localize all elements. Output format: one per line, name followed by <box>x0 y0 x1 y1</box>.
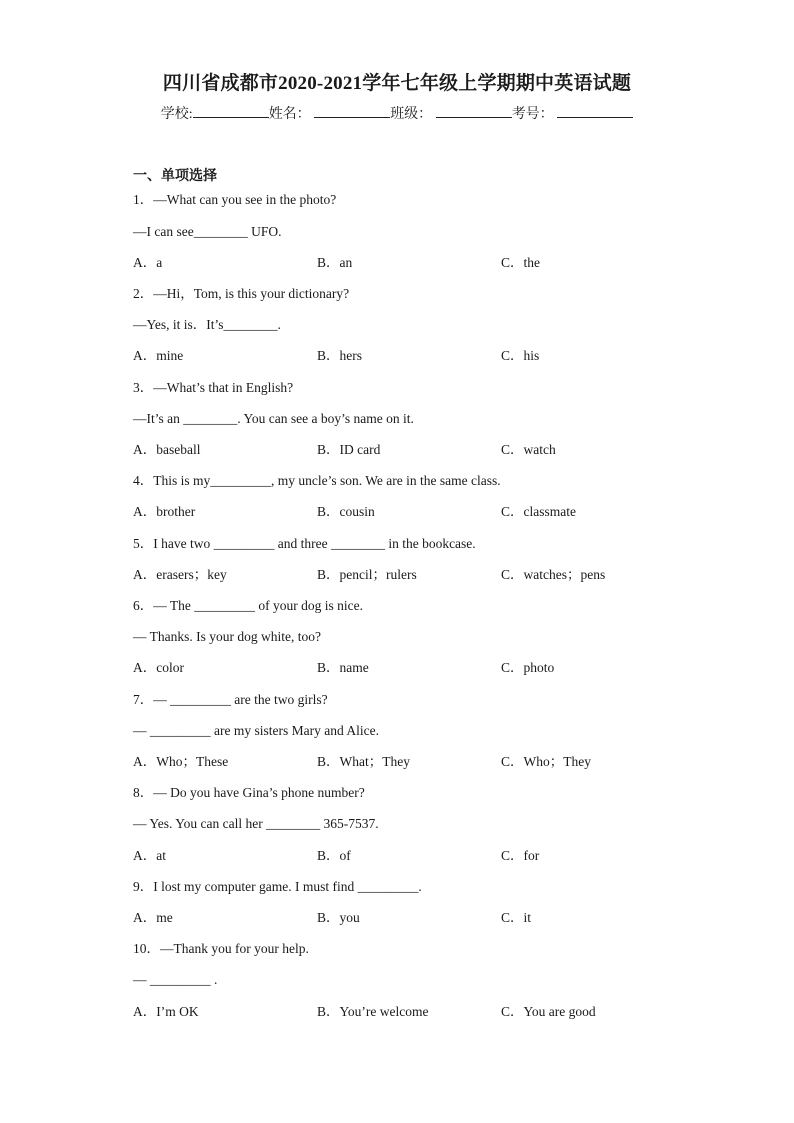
question-3-line-2: —It’s an ________. You can see a boy’s name on it. <box>133 411 414 426</box>
question-5-option-a[interactable]: A．erasers；key <box>133 567 227 582</box>
question-1-line-1: 1．—What can you see in the photo? <box>133 192 337 207</box>
question-2-line-1: 2．—Hi，Tom, is this your dictionary? <box>133 286 350 301</box>
question-2-line-2: —Yes, it is．It’s________. <box>133 317 281 332</box>
page-title: 四川省成都市2020-2021学年七年级上学期期中英语试题 <box>162 73 632 94</box>
question-3-option-c[interactable]: C．watch <box>501 442 556 457</box>
question-5-line-1: 5．I have two _________ and three ________ in the bookcase. <box>133 536 476 551</box>
question-8-line-1: 8．— Do you have Gina’s phone number? <box>133 785 365 800</box>
question-6-line-1: 6．— The _________ of your dog is nice. <box>133 598 363 613</box>
question-4-option-a[interactable]: A．brother <box>133 504 196 519</box>
question-1-option-c[interactable]: C．the <box>501 255 540 270</box>
question-6-option-a[interactable]: A．color <box>133 660 184 675</box>
question-9-option-c[interactable]: C．it <box>501 910 532 925</box>
question-1-line-2: —I can see________ UFO. <box>133 224 282 239</box>
question-1-option-a[interactable]: A．a <box>133 255 163 270</box>
question-2-option-c[interactable]: C．his <box>501 348 540 363</box>
question-2-option-b[interactable]: B．hers <box>317 348 362 363</box>
question-3-line-1: 3．—What’s that in English? <box>133 380 294 395</box>
question-6-line-2: — Thanks. Is your dog white, too? <box>133 629 321 644</box>
question-7-line-2: — _________ are my sisters Mary and Alice. <box>133 723 379 738</box>
school-blank[interactable] <box>193 105 269 118</box>
question-1-option-b[interactable]: B．an <box>317 255 353 270</box>
name-label: 姓名： <box>268 107 311 122</box>
question-7-option-b[interactable]: B．What；They <box>317 754 410 769</box>
question-10-option-a[interactable]: A．I’m OK <box>133 1004 199 1019</box>
question-7-option-c[interactable]: C．Who；They <box>501 754 591 769</box>
number-label: 考号： <box>511 107 554 122</box>
question-8-option-b[interactable]: B．of <box>317 848 351 863</box>
school-label: 学校: <box>160 107 193 122</box>
class-label: 班级： <box>390 107 433 122</box>
question-8-option-c[interactable]: C．for <box>501 848 540 863</box>
section-title: 一、单项选择 <box>133 169 217 184</box>
question-5-option-b[interactable]: B．pencil；rulers <box>317 567 417 582</box>
question-5-option-c[interactable]: C．watches；pens <box>501 567 606 582</box>
question-3-option-a[interactable]: A．baseball <box>133 442 201 457</box>
question-10-line-1: 10．—Thank you for your help. <box>133 941 309 956</box>
question-10-line-2: — _________ . <box>133 972 218 987</box>
question-4-line-1: 4．This is my_________, my uncle’s son. We are in the same class. <box>133 473 501 488</box>
question-8-line-2: — Yes. You can call her ________ 365-7537. <box>133 816 379 831</box>
name-blank[interactable] <box>314 105 390 118</box>
question-7-line-1: 7．— _________ are the two girls? <box>133 692 328 707</box>
question-2-option-a[interactable]: A．mine <box>133 348 184 363</box>
question-9-option-a[interactable]: A．me <box>133 910 173 925</box>
question-9-option-b[interactable]: B．you <box>317 910 360 925</box>
question-4-option-c[interactable]: C．classmate <box>501 504 576 519</box>
question-9-line-1: 9．I lost my computer game. I must find _________. <box>133 879 422 894</box>
question-6-option-b[interactable]: B．name <box>317 660 369 675</box>
class-blank[interactable] <box>436 105 512 118</box>
question-10-option-c[interactable]: C．You are good <box>501 1004 596 1019</box>
question-8-option-a[interactable]: A．at <box>133 848 166 863</box>
question-4-option-b[interactable]: B．cousin <box>317 504 375 519</box>
question-6-option-c[interactable]: C．photo <box>501 660 555 675</box>
question-7-option-a[interactable]: A．Who；These <box>133 754 229 769</box>
student-info-line <box>0 103 794 123</box>
number-blank[interactable] <box>557 105 633 118</box>
question-3-option-b[interactable]: B．ID card <box>317 442 381 457</box>
question-10-option-b[interactable]: B．You’re welcome <box>317 1004 429 1019</box>
